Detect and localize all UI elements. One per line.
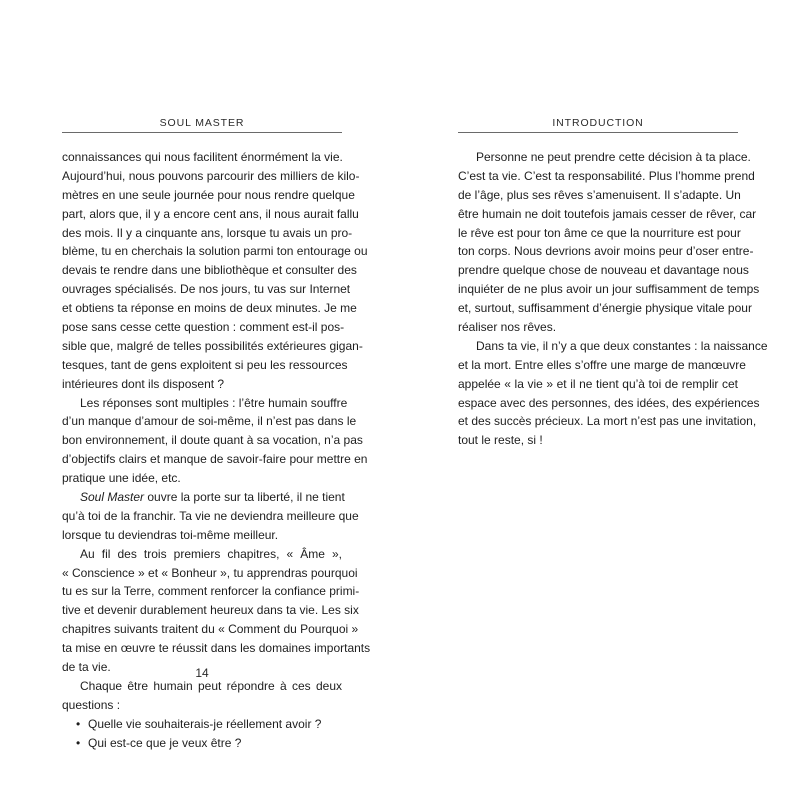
text-line: part, alors que, il y a encore cent ans, il nous aurait fallu <box>62 206 359 221</box>
bullet-item <box>62 715 342 734</box>
text-line: tout le reste, si ! <box>458 433 543 448</box>
text-line: Au fil des trois premiers chapitres, « Âme », <box>80 546 342 561</box>
text-line: ouvrages spécialisés. De nos jours, tu vas sur Internet <box>62 282 351 297</box>
text-line: des mois. Il y a cinquante ans, lorsque tu avais un pro- <box>62 225 353 240</box>
text-line: et obtiens ta réponse en moins de deux minutes. Je me <box>62 301 357 316</box>
text-line: tu es sur la Terre, comment renforcer la confiance primi- <box>62 584 360 599</box>
text-line: Personne ne peut prendre cette décision à ta place. <box>476 150 751 164</box>
right-page-text <box>458 148 768 450</box>
text-line: « Conscience » et « Bonheur », tu apprendras pourquoi <box>62 565 358 580</box>
text-line: Dans ta vie, il n’y a que deux constantes : la naissance <box>476 338 768 353</box>
text-line: ta mise en œuvre te réussit dans les domaines importants <box>62 641 371 656</box>
text-line: et des succès précieux. La mort n’est pas une invitation, <box>458 414 757 429</box>
text-line-rest: ouvre la porte sur ta liberté, il ne tient <box>144 490 345 505</box>
bullet-icon: • <box>76 735 81 750</box>
text-line: le rêve est pour ton âme ce que la nourriture est pour <box>458 225 741 240</box>
text-line: qu’à toi de la franchir. Ta vie ne deviendra meilleure que <box>62 508 359 523</box>
text-line: blème, tu en cherchais la solution parmi ton entourage ou <box>62 244 368 259</box>
text-line: C’est ta vie. C’est ta responsabilité. Plus l’homme prend <box>458 168 755 183</box>
text-line: mètres en une seule journée pour nous rendre quelque <box>62 187 355 202</box>
page-number: 14 <box>195 666 209 680</box>
text-line: espace avec des personnes, des idées, des expériences <box>458 395 760 410</box>
text-line: sible que, malgré de telles possibilités extérieures gigan- <box>62 338 363 353</box>
text-line: Aujourd’hui, nous pouvons parcourir des milliers de kilo- <box>62 168 360 183</box>
text-line: inquiéter de ne plus avoir un jour suffisamment de temps <box>458 282 760 297</box>
left-page-text <box>62 148 371 753</box>
text-line: prendre quelque chose de nouveau et davantage nous <box>458 263 749 278</box>
text-line: pratique une idée, etc. <box>62 471 181 486</box>
text-line: d’objectifs clairs et manque de savoir-faire pour mettre en <box>62 452 368 467</box>
bullet-text: Quelle vie souhaiterais-je réellement avoir ? <box>88 716 322 731</box>
header-rule-left <box>62 132 342 133</box>
text-line: être humain ne doit toutefois jamais cesser de rêver, car <box>458 206 757 221</box>
text-line: de ta vie. <box>62 660 111 675</box>
text-line: ton corps. Nous devrions avoir moins peur d’oser entre- <box>458 244 754 259</box>
text-line: de l’âge, plus ses rêves s’amenuisent. Il s’adapte. Un <box>458 187 741 202</box>
text-line: lorsque tu deviendras toi-même meilleur. <box>62 527 279 542</box>
text-line: devais te rendre dans une bibliothèque et consulter des <box>62 263 357 278</box>
text-line: réaliser nos rêves. <box>458 320 557 335</box>
running-head-right: INTRODUCTION <box>552 117 644 129</box>
text-line: questions : <box>62 697 121 712</box>
header-rule-right <box>458 132 738 133</box>
text-line: bon environnement, il doute quant à sa vocation, n’a pas <box>62 433 363 448</box>
text-line: tive et devenir durablement heureux dans ta vie. Les six <box>62 603 359 618</box>
text-line: appelée « la vie » et il ne tient qu’à toi de remplir cet <box>458 376 738 391</box>
text-line <box>62 488 345 507</box>
text-line: intérieures dont ils disposent ? <box>62 376 225 391</box>
text-line: pose sans cesse cette question : comment est-il pos- <box>62 320 345 335</box>
text-line: d’un manque d’amour de soi-même, il n’est pas dans le <box>62 414 357 429</box>
text-line: Les réponses sont multiples : l’être humain souffre <box>80 395 348 410</box>
text-line: tesques, tant de gens exploitent si peu les ressources <box>62 357 348 372</box>
bullet-icon: • <box>76 716 81 731</box>
bullet-text: Qui est-ce que je veux être ? <box>88 735 242 750</box>
running-head-left: SOUL MASTER <box>159 117 245 129</box>
text-line: connaissances qui nous facilitent énormément la vie. <box>62 150 343 164</box>
text-line: Chaque être humain peut répondre à ces deux <box>80 678 342 693</box>
text-line: et la mort. Entre elles s’offre une marge de manœuvre <box>458 357 746 372</box>
book-title-italic: Soul Master <box>80 490 145 505</box>
bullet-item <box>62 734 342 753</box>
text-line: chapitres suivants traitent du « Comment du Pourquoi » <box>62 622 359 637</box>
text-line: et, surtout, suffisamment d’énergie physique vitale pour <box>458 301 752 316</box>
